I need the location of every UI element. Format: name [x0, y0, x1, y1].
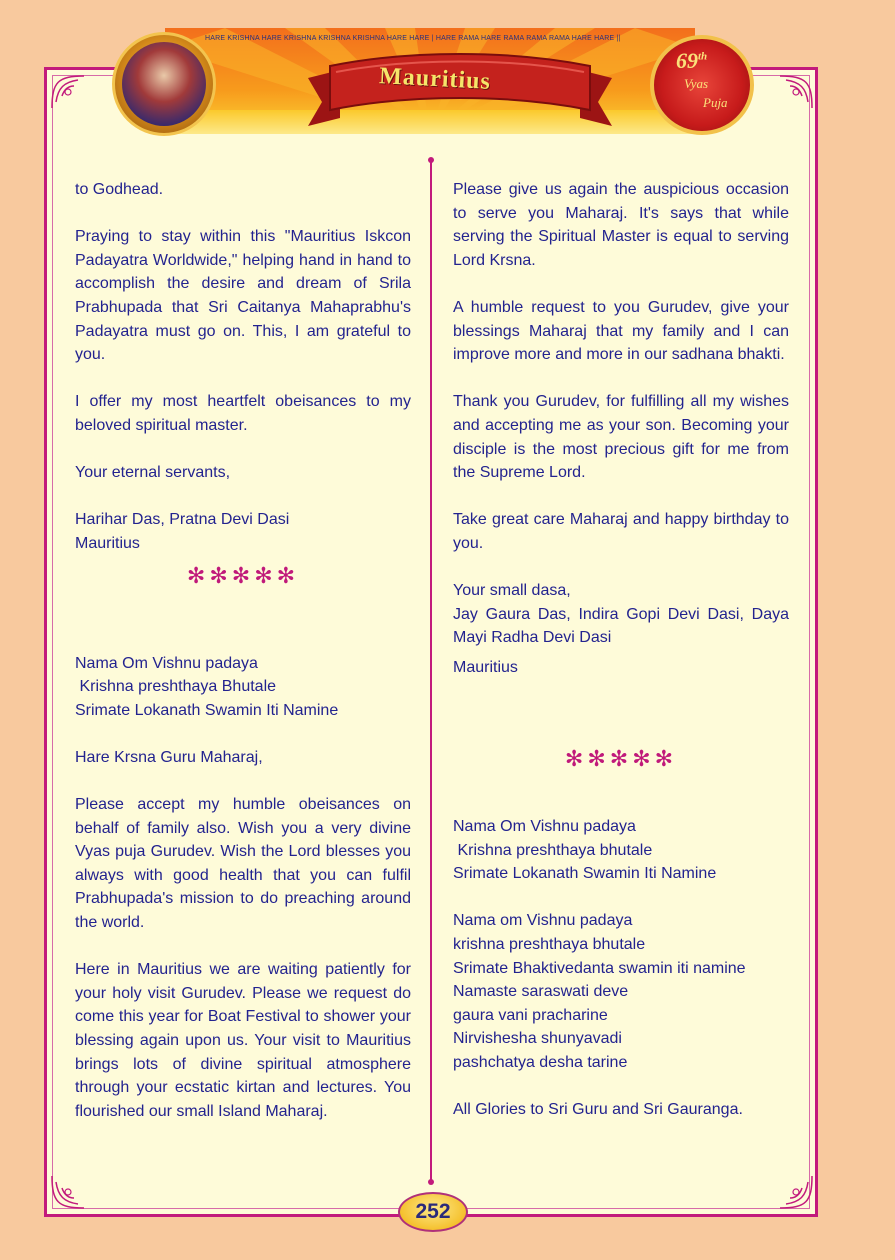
verse-line: Namaste saraswati deve [453, 983, 629, 1001]
paragraph: Thank you Gurudev, for fulfilling all my wishes and accepting me as your son. Becoming your disciple is the most precious gift for me from the Supreme Lord. [453, 393, 789, 482]
paragraph: Please accept my humble obeisances on behalf of family also. Wish you a very divine Vyas puja Gurudev. Wish the Lord blesses you always with good health that you can fulfil Prabhupada's mission to do preaching around the world. [75, 796, 411, 932]
verse-line: gaura vani pracharine [453, 1006, 608, 1024]
page-title: Mauritius [378, 63, 492, 95]
left-column [75, 178, 411, 1147]
signature-names: Jay Gaura Das, Indira Gopi Devi Dasi, Daya Mayi Radha Devi Dasi [453, 605, 789, 647]
corner-ornament-top-right [776, 72, 816, 112]
deity-image [122, 42, 206, 126]
verse-line: Nama om Vishnu padaya [453, 912, 633, 930]
corner-ornament-bottom-left [48, 1172, 88, 1212]
divider-dot-bottom [428, 1179, 434, 1185]
verse-line: Nama Om Vishnu padaya [453, 818, 636, 836]
column-divider [430, 160, 432, 1182]
paragraph: Take great care Maharaj and happy birthday to you. [453, 511, 789, 552]
verse-block [75, 652, 411, 723]
paragraph: A humble request to you Gurudev, give your blessings Maharaj that my family and I can improve more and more in our sadhana bhakti. [453, 298, 789, 364]
divider-dot-top [428, 157, 434, 163]
signature-salutation: Your small dasa, [453, 582, 571, 600]
page-number: 252 [415, 1200, 451, 1223]
verse-line: Srimate Lokanath Swamin Iti Namine [75, 701, 339, 719]
signature-block [453, 579, 789, 650]
star-separator: ✻✻✻✻✻ [564, 746, 678, 772]
medal-number-value: 69 [676, 48, 698, 73]
paragraph: Praying to stay within this "Mauritius Iskcon Padayatra Worldwide," helping hand in hand to accomplish the desire and dream of Srila Prabhupada that Sri Caitanya Mahaprabhu's Padayatra must go on. This, I am grateful to you. [75, 228, 411, 364]
paragraph: I offer my most heartfelt obeisances to my beloved spiritual master. [75, 393, 411, 434]
spacer [75, 602, 411, 652]
spacer [453, 785, 789, 815]
verse-line: Krishna preshthaya Bhutale [75, 678, 277, 696]
paragraph: Your eternal servants, [75, 464, 231, 482]
closing-line: All Glories to Sri Guru and Sri Gauranga. [453, 1101, 743, 1119]
page-number-badge [398, 1192, 468, 1232]
medal-number [676, 48, 707, 74]
verse-line: krishna preshthaya bhutale [453, 936, 646, 954]
verse-line: Nama Om Vishnu padaya [75, 654, 258, 672]
signature-location: Mauritius [75, 534, 140, 552]
verse-line: Krishna preshthaya bhutale [453, 841, 653, 859]
verse-block [453, 909, 789, 1074]
verse-block [453, 815, 789, 886]
header-mantra: HARE KRISHNA HARE KRISHNA KRISHNA KRISHNA HARE HARE | HARE RAMA HARE RAMA RAMA RAMA HARE HARE || [205, 35, 621, 42]
verse-line: Srimate Lokanath Swamin Iti Namine [453, 865, 717, 883]
star-separator: ✻✻✻✻✻ [186, 562, 300, 588]
signature-names: Harihar Das, Pratna Devi Dasi [75, 511, 290, 529]
paragraph: Here in Mauritius we are waiting patiently for your holy visit Gurudev. Please we request do come this year for Boat Festival to shower your blessing again upon us. Your visit to Mauritius brings lots of divine spiritual atmosphere through your ecstatic kirtan and lectures. You flourished our small Island Maharaj. [75, 961, 411, 1120]
spacer [453, 703, 789, 745]
corner-ornament-bottom-right [776, 1172, 816, 1212]
medal-puja-label: Puja [703, 95, 728, 110]
greeting: Hare Krsna Guru Maharaj, [75, 748, 263, 766]
verse-line: Srimate Bhaktivedanta swamin iti namine [453, 959, 746, 977]
signature-location: Mauritius [453, 658, 518, 676]
right-column [453, 178, 789, 1145]
medal-number-suffix: th [698, 50, 708, 63]
verse-line: pashchatya desha tarine [453, 1054, 628, 1071]
signature-block [75, 508, 411, 555]
paragraph: to Godhead. [75, 181, 164, 198]
verse-line: Nirvishesha shunyavadi [453, 1030, 622, 1048]
paragraph: Please give us again the auspicious occasion to serve you Maharaj. It's says that while serving the Spiritual Master is equal to serving Lord Krsna. [453, 181, 789, 269]
corner-ornament-top-left [48, 72, 88, 112]
medal-vyas-label: Vyas [684, 76, 709, 91]
